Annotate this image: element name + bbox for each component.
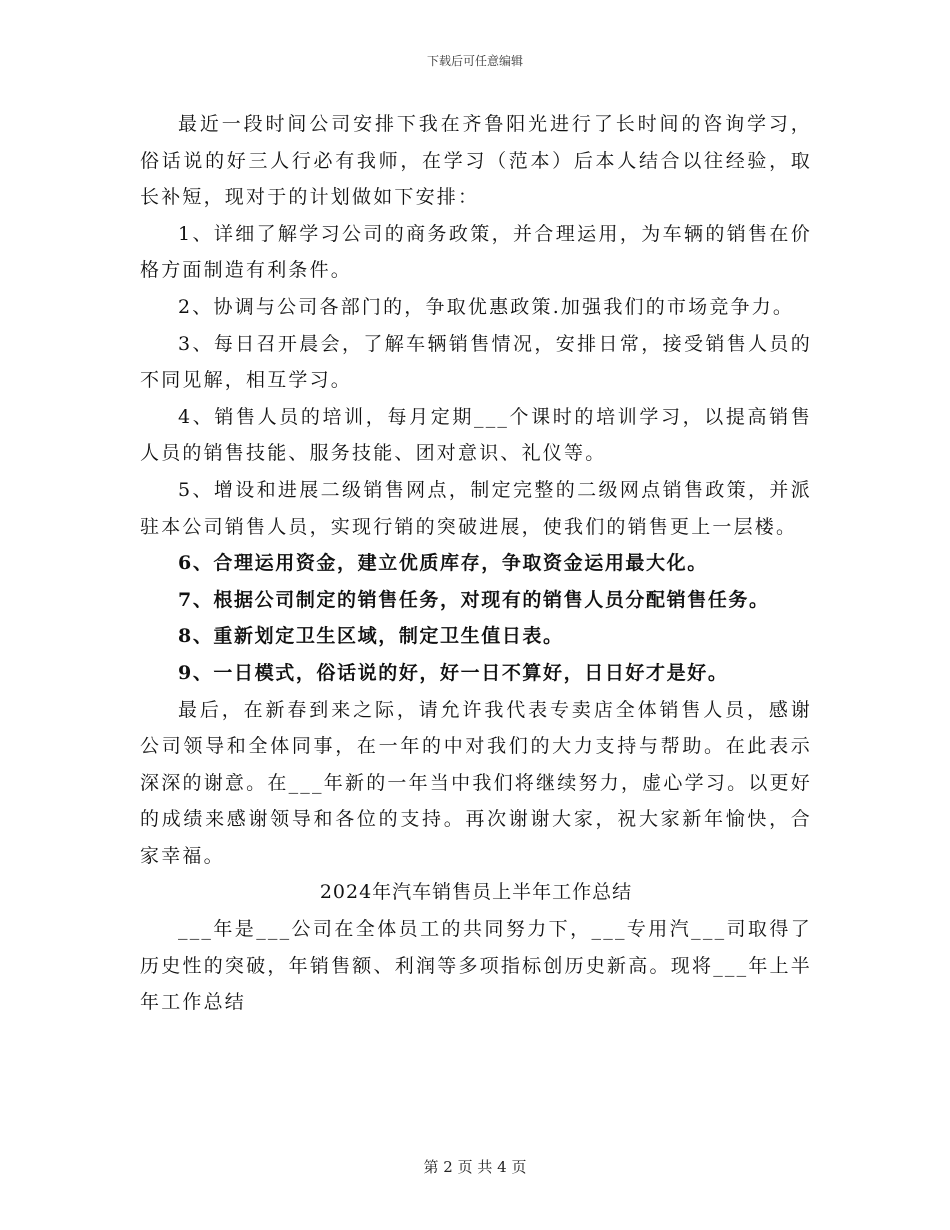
- page-footer: 第 2 页 共 4 页: [423, 1158, 527, 1176]
- plan-item-3: 3、每日召开晨会，了解车辆销售情况，安排日常，接受销售人员的不同见解，相互学习。: [140, 332, 812, 392]
- plan-item-9: 9、一日模式，俗话说的好，好一日不算好，日日好才是好。: [178, 661, 729, 684]
- plan-item-1: 1、详细了解学习公司的商务政策，并合理运用，为车辆的销售在价格方面制造有利条件。: [140, 222, 812, 282]
- plan-item-7: 7、根据公司制定的销售任务，对现有的销售人员分配销售任务。: [178, 588, 770, 611]
- section-body: ___年是___公司在全体员工的共同努力下，___专用汽___司取得了历史性的突破，年销售额、利润等多项指标创历史新高。现将___年上半年工作总结: [140, 918, 812, 1014]
- closing-paragraph: 最后，在新春到来之际，请允许我代表专卖店全体销售人员，感谢公司领导和全体同事，在一年的中对我们的大力支持与帮助。在此表示深深的谢意。在___年新的一年当中我们将继续努力，虚心学习。以更好的成绩来感谢领导和各位的支持。再次谢谢大家，祝大家新年愉快，合家幸福。: [140, 698, 812, 867]
- page-header: 下载后可任意编辑: [426, 54, 523, 68]
- document-body: [140, 106, 812, 1021]
- plan-item-4: 4、销售人员的培训，每月定期___个课时的培训学习，以提高销售人员的销售技能、服务技能、团对意识、礼仪等。: [140, 405, 812, 465]
- section-title: 2024年汽车销售员上半年工作总结: [319, 881, 633, 904]
- plan-item-6: 6、合理运用资金，建立优质库存，争取资金运用最大化。: [178, 552, 708, 575]
- plan-item-8: 8、重新划定卫生区域，制定卫生值日表。: [178, 625, 564, 648]
- plan-item-2: 2、协调与公司各部门的，争取优惠政策.加强我们的市场竞争力。: [178, 295, 795, 318]
- intro-paragraph: 最近一段时间公司安排下我在齐鲁阳光进行了长时间的咨询学习，俗话说的好三人行必有我师，在学习（范本）后本人结合以往经验，取长补短，现对于的计划做如下安排：: [140, 113, 812, 209]
- plan-item-5: 5、增设和进展二级销售网点，制定完整的二级网点销售政策，并派驻本公司销售人员，实现行销的突破进展，使我们的销售更上一层楼。: [140, 478, 812, 538]
